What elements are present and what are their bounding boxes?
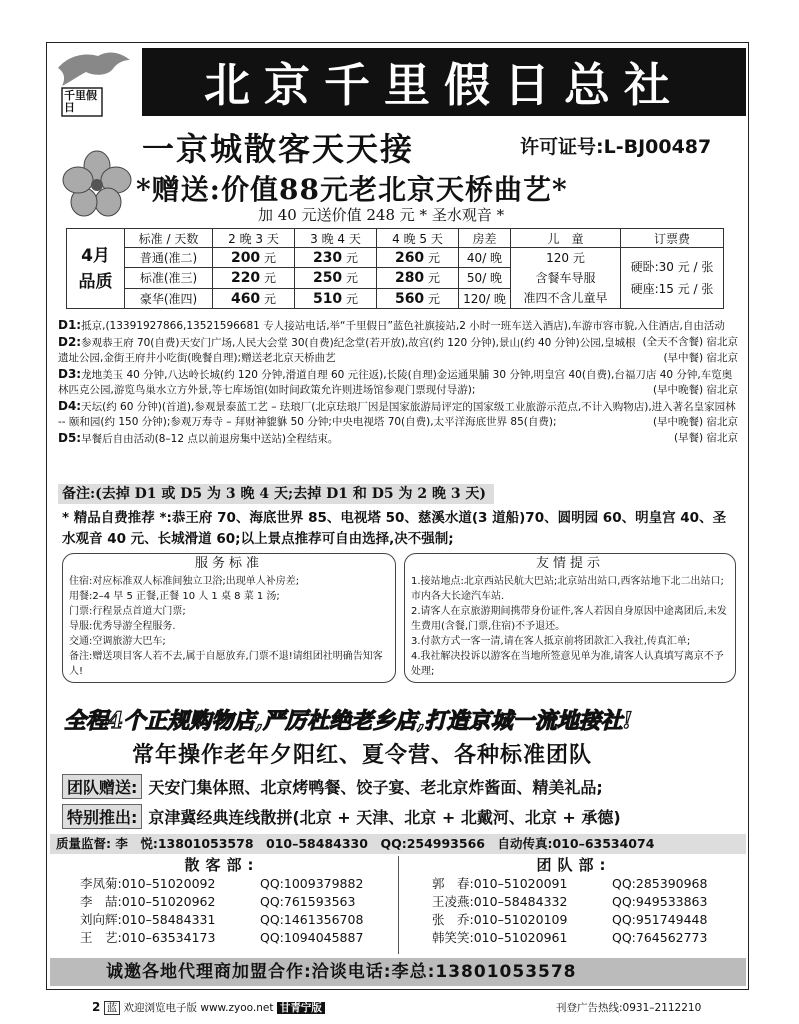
price-row [67, 248, 724, 268]
contact-row: 郭 春:010–51020091 QQ:285390968 [432, 876, 708, 891]
std-cell: 标准(准三) [125, 268, 213, 288]
special-tag: 特别推出: [62, 804, 142, 829]
tip-item: 3.付款方式一客一清,请在客人抵京前将团款汇入我社,传真汇单; [411, 636, 691, 647]
col-header: 儿 童 [511, 229, 621, 248]
tip-item: 4.我社解决投诉以游客在当地所签意见单为准,请客人认真填写离京不予处理; [411, 651, 724, 677]
price-cell: 510 元 [295, 288, 377, 308]
group-slogan: 常年操作老年夕阳红、夏令营、各种标准团队 [132, 743, 593, 768]
std-cell: 普通(准二) [125, 248, 213, 268]
col-header: 房差 [459, 229, 511, 248]
tip-item: 2.请客人在京旅游期间携带身份证件,客人若因自身原因中途离团后,未发生费用(含餐,门票,住宿)不予退还。 [411, 606, 727, 632]
remark-bar: 备注:(去掉 D1 或 D5 为 3 晚 4 天;去掉 D1 和 D5 为 2 晚 3 天) [58, 484, 494, 504]
column-divider [398, 856, 399, 954]
sanke-department [50, 856, 394, 947]
shopping-slogan: 全程4个正规购物店,严厉杜绝老乡店,打造京城一流地接社! [64, 708, 633, 734]
diff-cell: 50/ 晚 [459, 268, 511, 288]
ticket-cell: 硬卧:30 元 / 张 硬座:15 元 / 张 [621, 248, 724, 309]
itinerary-day: D3:龙地美玉 40 分钟,八达岭长城(约 120 分钟,滑道自理 60 元往返),长陵(自理)金运通果脯 30 分钟,明皇宫 40(自费),台福刀店 40 分钟,车览奥林匹克公园,游览鸟巢水立方外景,等七库场馆(如时间政策允许则进场馆参观门票现付导游); (早中晚餐) 宿北京 [58, 366, 738, 396]
special-row [62, 804, 621, 829]
price-cell: 280 元 [377, 268, 459, 288]
price-cell: 220 元 [213, 268, 295, 288]
slogan: 一京城散客天天接 [142, 130, 415, 168]
price-header-row [67, 229, 724, 248]
itinerary-day: D2:参观恭王府 70(自费)天安门广场,人民大会堂 30(自费)纪念堂(若开放),故宫(约 120 分钟),景山(约 40 分钟)公园,皇城根遗址公园,金街王府井小吃街(晚餐自理);赠送老北京天桥曲艺 (早中餐) 宿北京 [58, 334, 738, 364]
tuandui-department [402, 856, 746, 947]
itinerary-day: D5:早餐后自由活动(8–12 点以前退房集中送站)全程结束。 (早餐) 宿北京 [58, 430, 738, 445]
itinerary [58, 318, 738, 447]
col-header: 订票费 [621, 229, 724, 248]
service-item: 门票:行程景点首道大门票; [69, 606, 186, 617]
contact-row: 张 乔:010–51020109 QQ:951749448 [432, 912, 708, 927]
month-label: 4月 [81, 245, 110, 266]
contact-row: 李 喆:010–51020962 QQ:761593563 [80, 894, 356, 909]
child-cell: 120 元 含餐车导服 准四不含儿童早 [511, 248, 621, 309]
itinerary-day: D1:抵京,(13391927866,13521596681 专人接站电话,举“千里假日”蓝色社旗接站,2 小时一班车送入酒店),车游市容市貌,入住酒店,自由活动 (全天不含餐) 宿北京 [58, 318, 738, 348]
contact-row: 韩笑笑:010–51020961 QQ:764562773 [432, 930, 708, 945]
price-cell: 460 元 [213, 288, 295, 308]
team-gift-tag: 团队赠送: [62, 774, 142, 799]
col-header: 标准 / 天数 [125, 229, 213, 248]
tips-title: 友情提示 [535, 556, 604, 571]
price-table [66, 228, 724, 309]
logo [50, 46, 138, 118]
partner-invite-bar: 诚邀各地代理商加盟合作:洽谈电话:李总:13801053578 [50, 958, 746, 986]
title-bar [142, 48, 746, 116]
website-link[interactable]: 欢迎浏览电子版 www.zyoo.net [123, 1002, 274, 1014]
col-header: 3 晚 4 天 [295, 229, 377, 248]
tip-item: 1.接站地点:北京西站民航大巴站;北京站出站口,西客站地下北二出站口;市内各大长途汽车站. [411, 576, 724, 602]
edition-badge: 甘青宁版 [277, 1002, 325, 1014]
page-title: 北京千里假日总社 [204, 58, 684, 112]
service-item: 备注:赠送项目客人若不去,属于自愿放弃,门票不退!请组团社明确告知客人! [69, 651, 383, 677]
service-item: 住宿:对应标准双人标准间独立卫浴;出现单人补房差; [69, 576, 300, 587]
service-item: 交通:空调旅游大巴车; [69, 636, 166, 647]
price-cell: 230 元 [295, 248, 377, 268]
edition-label: 蓝 [104, 1001, 121, 1015]
license-number: 许可证号:L-BJ00487 [520, 136, 712, 158]
service-item: 用餐:2–4 早 5 正餐,正餐 10 人 1 桌 8 菜 1 汤; [69, 591, 280, 602]
sanke-title: 散客部: [184, 856, 260, 874]
service-item: 导服:优秀导游全程服务. [69, 621, 176, 632]
contact-row: 王 艺:010–63534173 QQ:1094045887 [80, 930, 364, 945]
service-standard-box [62, 553, 396, 683]
contact-row: 刘向辉:010–58484331 QQ:1461356708 [80, 912, 364, 927]
tips-box [404, 553, 736, 683]
service-title: 服务标准 [194, 556, 263, 571]
diff-cell: 40/ 晚 [459, 248, 511, 268]
team-gift-row [62, 774, 603, 799]
header [46, 42, 749, 120]
month-cell [67, 229, 125, 309]
gift-promo-sub: 加 40 元送价值 248 元 * 圣水观音 * [258, 206, 505, 224]
contact-row: 李凤菊:010–51020092 QQ:1009379882 [80, 876, 364, 891]
col-header: 4 晚 5 天 [377, 229, 459, 248]
self-pay-recommend: * 精品自费推荐 *:恭王府 70、海底世界 85、电视塔 50、慈溪水道(3 道船)70、圆明园 60、明皇宫 40、圣水观音 40 元、长城滑道 60;以上景点推荐可自由选择,决不强制; [62, 510, 727, 547]
price-cell: 260 元 [377, 248, 459, 268]
page-number: 2 [92, 1000, 101, 1014]
ad-hotline: 刊登广告热线:0931–2112210 [556, 1002, 702, 1014]
contact-row: 王凌燕:010–58484332 QQ:949533863 [432, 894, 708, 909]
quality-supervision: 质量监督: 李 悦:13801053578 010–58484330 QQ:254993566 自动传真:010–63534074 [50, 834, 746, 854]
gift-promo: *赠送:价值88元老北京天桥曲艺* [136, 173, 568, 206]
logo-text: 千里假日 [64, 89, 97, 114]
page-footer [92, 1000, 325, 1015]
price-cell: 250 元 [295, 268, 377, 288]
col-header: 2 晚 3 天 [213, 229, 295, 248]
diff-cell: 120/ 晚 [459, 288, 511, 308]
team-gift-text: 天安门集体照、北京烤鸭餐、饺子宴、老北京炸酱面、精美礼品; [148, 778, 603, 797]
quality-label: 品质 [78, 271, 113, 292]
price-cell: 560 元 [377, 288, 459, 308]
itinerary-day: D4:天坛(约 60 分钟)(首道),参观景泰蓝工艺 – 珐琅厂(北京珐琅厂因是国家旅游局评定的国家级工业旅游示范点,不计入购物店),进入著名皇家园林 -- 颐和园(约 150 分钟);参观万寿寺 – 拜财神貔貅 50 分钟;中央电视塔 70(自费),太平洋海底世界 85(自费); (早中晚餐) 宿北京 [58, 398, 738, 428]
hibiscus-flower-icon [62, 150, 132, 220]
std-cell: 豪华(准四) [125, 288, 213, 308]
tuandui-title: 团队部: [536, 856, 612, 874]
price-cell: 200 元 [213, 248, 295, 268]
special-text: 京津冀经典连线散拼(北京 + 天津、北京 + 北戴河、北京 + 承德) [148, 808, 621, 827]
